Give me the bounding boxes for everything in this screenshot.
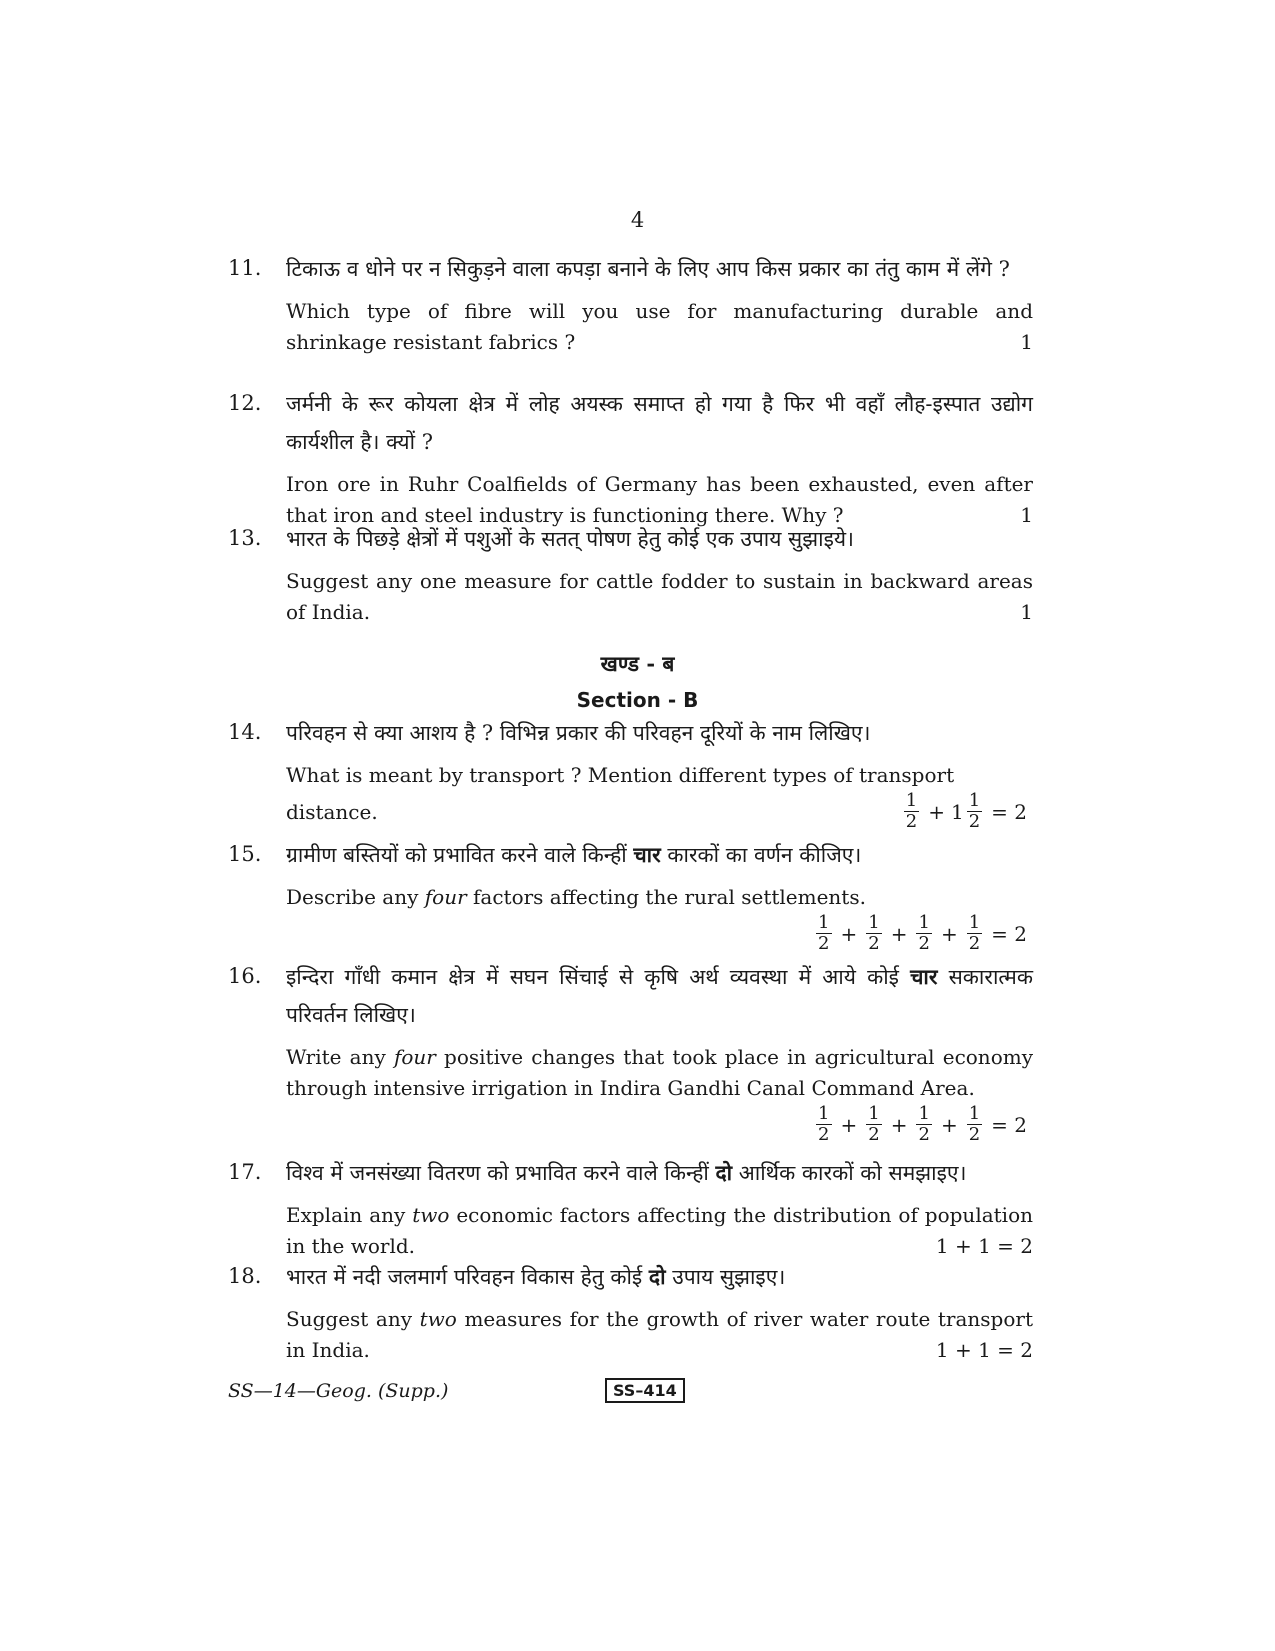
question-13	[228, 520, 1043, 628]
question-text-english: Explain any two economic factors affecting the distribution of population in the world.	[286, 1203, 1033, 1258]
page-number: 4	[630, 208, 645, 232]
question-text-english: Write any four positive changes that took place in agricultural economy through intensive irrigation in Indira Gandhi Canal Command Area.	[286, 1045, 1033, 1100]
question-number: 11.	[228, 256, 262, 280]
question-text-hindi: भारत के पिछड़े क्षेत्रों में पशुओं के सतत् पोषण हेतु कोई एक उपाय सुझाइये।	[286, 527, 855, 551]
footer-code-box: SS–414	[605, 1378, 685, 1403]
question-text-hindi: ग्रामीण बस्तियों को प्रभावित करने वाले किन्हीं चार कारकों का वर्णन कीजिए।	[286, 842, 862, 867]
marks: 1	[1020, 503, 1033, 527]
question-text-hindi: भारत में नदी जलमार्ग परिवहन विकास हेतु कोई दो उपाय सुझाइए।	[286, 1264, 786, 1289]
footer-paper-id: SS—14—Geog. (Supp.)	[228, 1380, 449, 1402]
question-number: 12.	[228, 391, 262, 415]
question-18	[228, 1258, 1043, 1366]
section-heading-hindi: खण्ड - ब	[600, 651, 675, 676]
question-text-hindi: विश्व में जनसंख्या वितरण को प्रभावित करने वाले किन्हीं दो आर्थिक कारकों को समझाइए।	[286, 1160, 967, 1185]
question-number: 16.	[228, 964, 262, 988]
question-text-english: Suggest any one measure for cattle fodder to sustain in backward areas of India.	[286, 569, 1033, 624]
marks: 1 + 1 = 2	[935, 1234, 1033, 1258]
question-number: 18.	[228, 1264, 262, 1288]
question-16	[228, 958, 1043, 1145]
marks: $\frac{1}{2}$ + 1 $\frac{1}{2}$ = 2	[905, 790, 1027, 832]
marks: 1	[1020, 330, 1033, 354]
question-text-hindi: टिकाऊ व धोने पर न सिकुड़ने वाला कपड़ा बनाने के लिए आप किस प्रकार का तंतु काम में लेंगे ?	[286, 257, 1010, 281]
section-heading-english: Section - B	[576, 688, 699, 712]
marks: $\frac{1}{2}$ + $\frac{1}{2}$ + $\frac{1}{2}$ + $\frac{1}{2}$ = 2	[818, 1103, 1027, 1145]
question-number: 13.	[228, 526, 262, 550]
question-text-english: Suggest any two measures for the growth of river water route transport in India.	[286, 1307, 1033, 1362]
marks: 1	[1020, 600, 1033, 624]
question-17	[228, 1154, 1043, 1262]
question-number: 14.	[228, 720, 262, 744]
question-11	[228, 250, 1043, 358]
question-12	[228, 385, 1043, 531]
question-text-hindi: इन्दिरा गाँधी कमान क्षेत्र में सघन सिंचाई से कृषि अर्थ व्यवस्था में आये कोई चार सकारात्मक परिवर्तन लिखिए।	[286, 964, 1033, 1027]
question-text-english: Iron ore in Ruhr Coalfields of Germany has been exhausted, even after that iron and steel industry is functioning there. Why ?	[286, 472, 1033, 527]
question-15	[228, 836, 1043, 954]
question-text-english: Which type of fibre will you use for manufacturing durable and shrinkage resistant fabrics ?	[286, 299, 1033, 354]
question-text-english-cont: distance.	[286, 799, 378, 824]
question-text-hindi: परिवहन से क्या आशय है ? विभिन्न प्रकार की परिवहन दूरियों के नाम लिखिए।	[286, 721, 871, 745]
question-text-english: What is meant by transport ? Mention different types of transport	[286, 763, 955, 787]
marks: $\frac{1}{2}$ + $\frac{1}{2}$ + $\frac{1}{2}$ + $\frac{1}{2}$ = 2	[818, 912, 1027, 954]
question-number: 17.	[228, 1160, 262, 1184]
marks: 1 + 1 = 2	[935, 1338, 1033, 1362]
question-text-english: Describe any four factors affecting the rural settlements.	[286, 885, 866, 909]
question-number: 15.	[228, 842, 262, 866]
question-14	[228, 714, 1043, 832]
question-text-hindi: जर्मनी के रूर कोयला क्षेत्र में लोह अयस्क समाप्त हो गया है फिर भी वहाँ लौह-इस्पात उद्योग कार्यशील है। क्यों ?	[286, 392, 1033, 454]
